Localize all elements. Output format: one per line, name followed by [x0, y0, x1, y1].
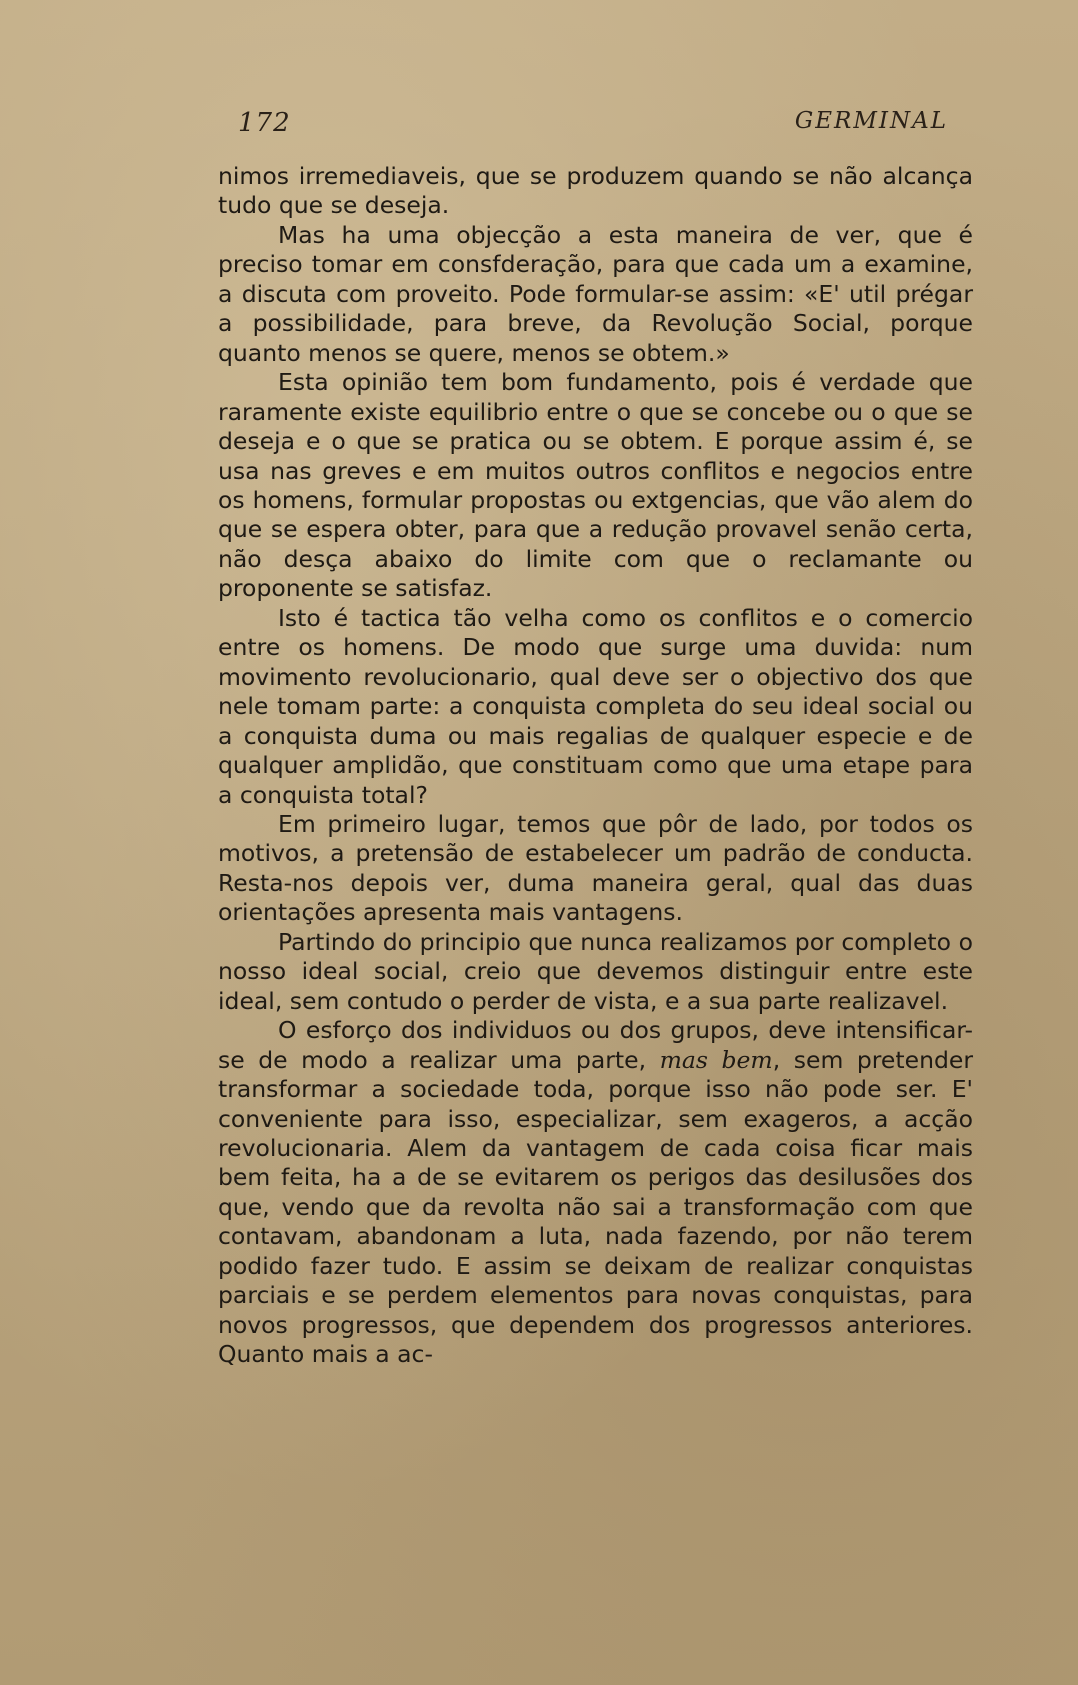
paragraph-2: Mas ha uma objecção a esta maneira de ver, que é preciso tomar em consfderação, para que cada um a examine, a discuta com proveito. Pode formular-se assim: «E' util prégar a possibilidade, para breve, da Revolução Social, porque quanto menos se quere, menos se obtem.» [218, 220, 973, 367]
body-text [218, 162, 973, 1370]
paragraph-4: Isto é tactica tão velha como os conflitos e o comercio entre os homens. De modo que surge uma duvida: num movimento revolucionario, qual deve ser o objectivo dos que nele tomam parte: a conquista completa do seu ideal social ou a conquista duma ou mais regalias de qualquer especie e de qualquer amplidão, que constituam como que uma etape para a conquista total? [218, 603, 973, 809]
paragraph-3: Esta opinião tem bom fundamento, pois é verdade que raramente existe equilibrio entre o que se concebe ou o que se deseja e o que se pratica ou se obtem. E porque assim é, se usa nas greves e em muitos outros conflitos e negocios entre os homens, formular propostas ou extgencias, que vão alem do que se espera obter, para que a redução provavel senão certa, não desça abaixo do limite com que o reclamante ou proponente se satisfaz. [218, 368, 973, 603]
paragraph-7-start: O esforço dos individuos ou dos grupos, deve intensificar-se de modo a realizar uma parte, [218, 1016, 973, 1074]
paragraph-7-end: , sem pretender transformar a sociedade toda, porque isso não pode ser. E' conveniente para isso, especializar, sem exageros, a acção revolucionaria. Alem da vantagem de cada coisa ficar mais bem feita, ha a de se evitarem os perigos das desilusões dos que, vendo que da revolta não sai a transformação com que contavam, abandonam a luta, nada fazendo, por não terem podido fazer tudo. E assim se deixam de realizar conquistas parciais e se perdem elementos para novas conquistas, para novos progressos, que dependem dos progressos anteriores. Quanto mais a ac- [218, 1045, 973, 1369]
paragraph-5: Em primeiro lugar, temos que pôr de lado, por todos os motivos, a pretensão de estabelecer um padrão de conducta. Resta-nos depois ver, duma maneira geral, qual das duas orientações apresenta mais vantagens. [218, 809, 973, 927]
page-header [238, 108, 948, 144]
paragraph-7 [218, 1016, 973, 1369]
paragraph-6: Partindo do principio que nunca realizamos por completo o nosso ideal social, creio que devemos distinguir entre este ideal, sem contudo o perder de vista, e a sua parte realizavel. [218, 927, 973, 1015]
paragraph-1: nimos irremediaveis, que se produzem quando se não alcança tudo que se deseja. [218, 162, 973, 220]
emphasis-mas-bem: mas bem [659, 1045, 773, 1074]
page-number: 172 [238, 108, 291, 138]
running-title: GERMINAL [794, 108, 948, 134]
